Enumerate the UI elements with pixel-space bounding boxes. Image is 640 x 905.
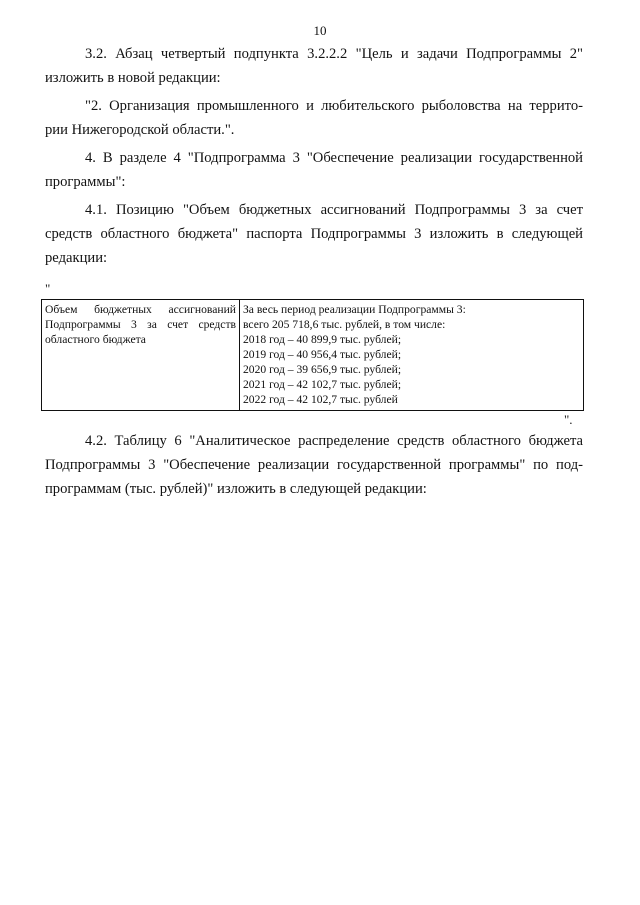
paragraph-line: "2. Организация промышленного и любительского рыболовства на террито- [85, 98, 583, 114]
paragraph-line: 3.2. Абзац четвертый подпункта 3.2.2.2 "Цель и задачи Подпрограммы 2" [85, 46, 583, 62]
paragraph-line: 4.2. Таблицу 6 "Аналитическое распределение средств областного бюджета [85, 433, 583, 449]
cell-line: 2021 год – 42 102,7 тыс. рублей; [243, 378, 402, 391]
cell-line: областного бюджета [45, 333, 146, 346]
table-cell-value [240, 300, 584, 411]
paragraph-line: Подпрограммы 3 "Обеспечение реализации государственной программы" по под- [45, 457, 583, 473]
page-number: 10 [313, 23, 327, 38]
cell-line: За весь период реализации Подпрограммы 3: [243, 303, 466, 316]
cell-line: 2019 год – 40 956,4 тыс. рублей; [243, 348, 402, 361]
paragraph-line: изложить в новой редакции: [45, 70, 221, 86]
paragraph-4-1 [45, 198, 583, 270]
table-row [42, 300, 584, 411]
paragraph-line: 4. В разделе 4 "Подпрограмма 3 "Обеспечение реализации государственной [85, 150, 583, 166]
cell-line: 2020 год – 39 656,9 тыс. рублей; [243, 363, 402, 376]
closing-quote-mark: ". [564, 412, 573, 427]
paragraph-quoted-text [45, 94, 583, 142]
paragraph-4 [45, 146, 583, 194]
paragraph-line: рии Нижегородской области.". [45, 122, 235, 138]
paragraph-line: программы": [45, 174, 126, 190]
paragraph-line: программам (тыс. рублей)" изложить в следующей редакции: [45, 481, 427, 497]
table-cell-label [42, 300, 240, 411]
cell-line: 2022 год – 42 102,7 тыс. рублей [243, 393, 398, 406]
cell-line: 2018 год – 40 899,9 тыс. рублей; [243, 333, 402, 346]
paragraph-line: редакции: [45, 250, 108, 266]
budget-allocation-table [41, 299, 584, 411]
paragraph-line: средств областного бюджета" паспорта Подпрограммы 3 изложить в следующей [45, 226, 583, 242]
paragraph-3-2 [45, 42, 583, 90]
cell-line: всего 205 718,6 тыс. рублей, в том числе: [243, 318, 446, 331]
cell-line: Объем бюджетных ассигнований [45, 303, 236, 316]
cell-line: Подпрограммы 3 за счет средств [45, 318, 236, 331]
paragraph-4-2 [45, 429, 583, 501]
opening-quote-mark: " [45, 281, 51, 296]
paragraph-line: 4.1. Позицию "Объем бюджетных ассигнований Подпрограммы 3 за счет [85, 202, 583, 218]
